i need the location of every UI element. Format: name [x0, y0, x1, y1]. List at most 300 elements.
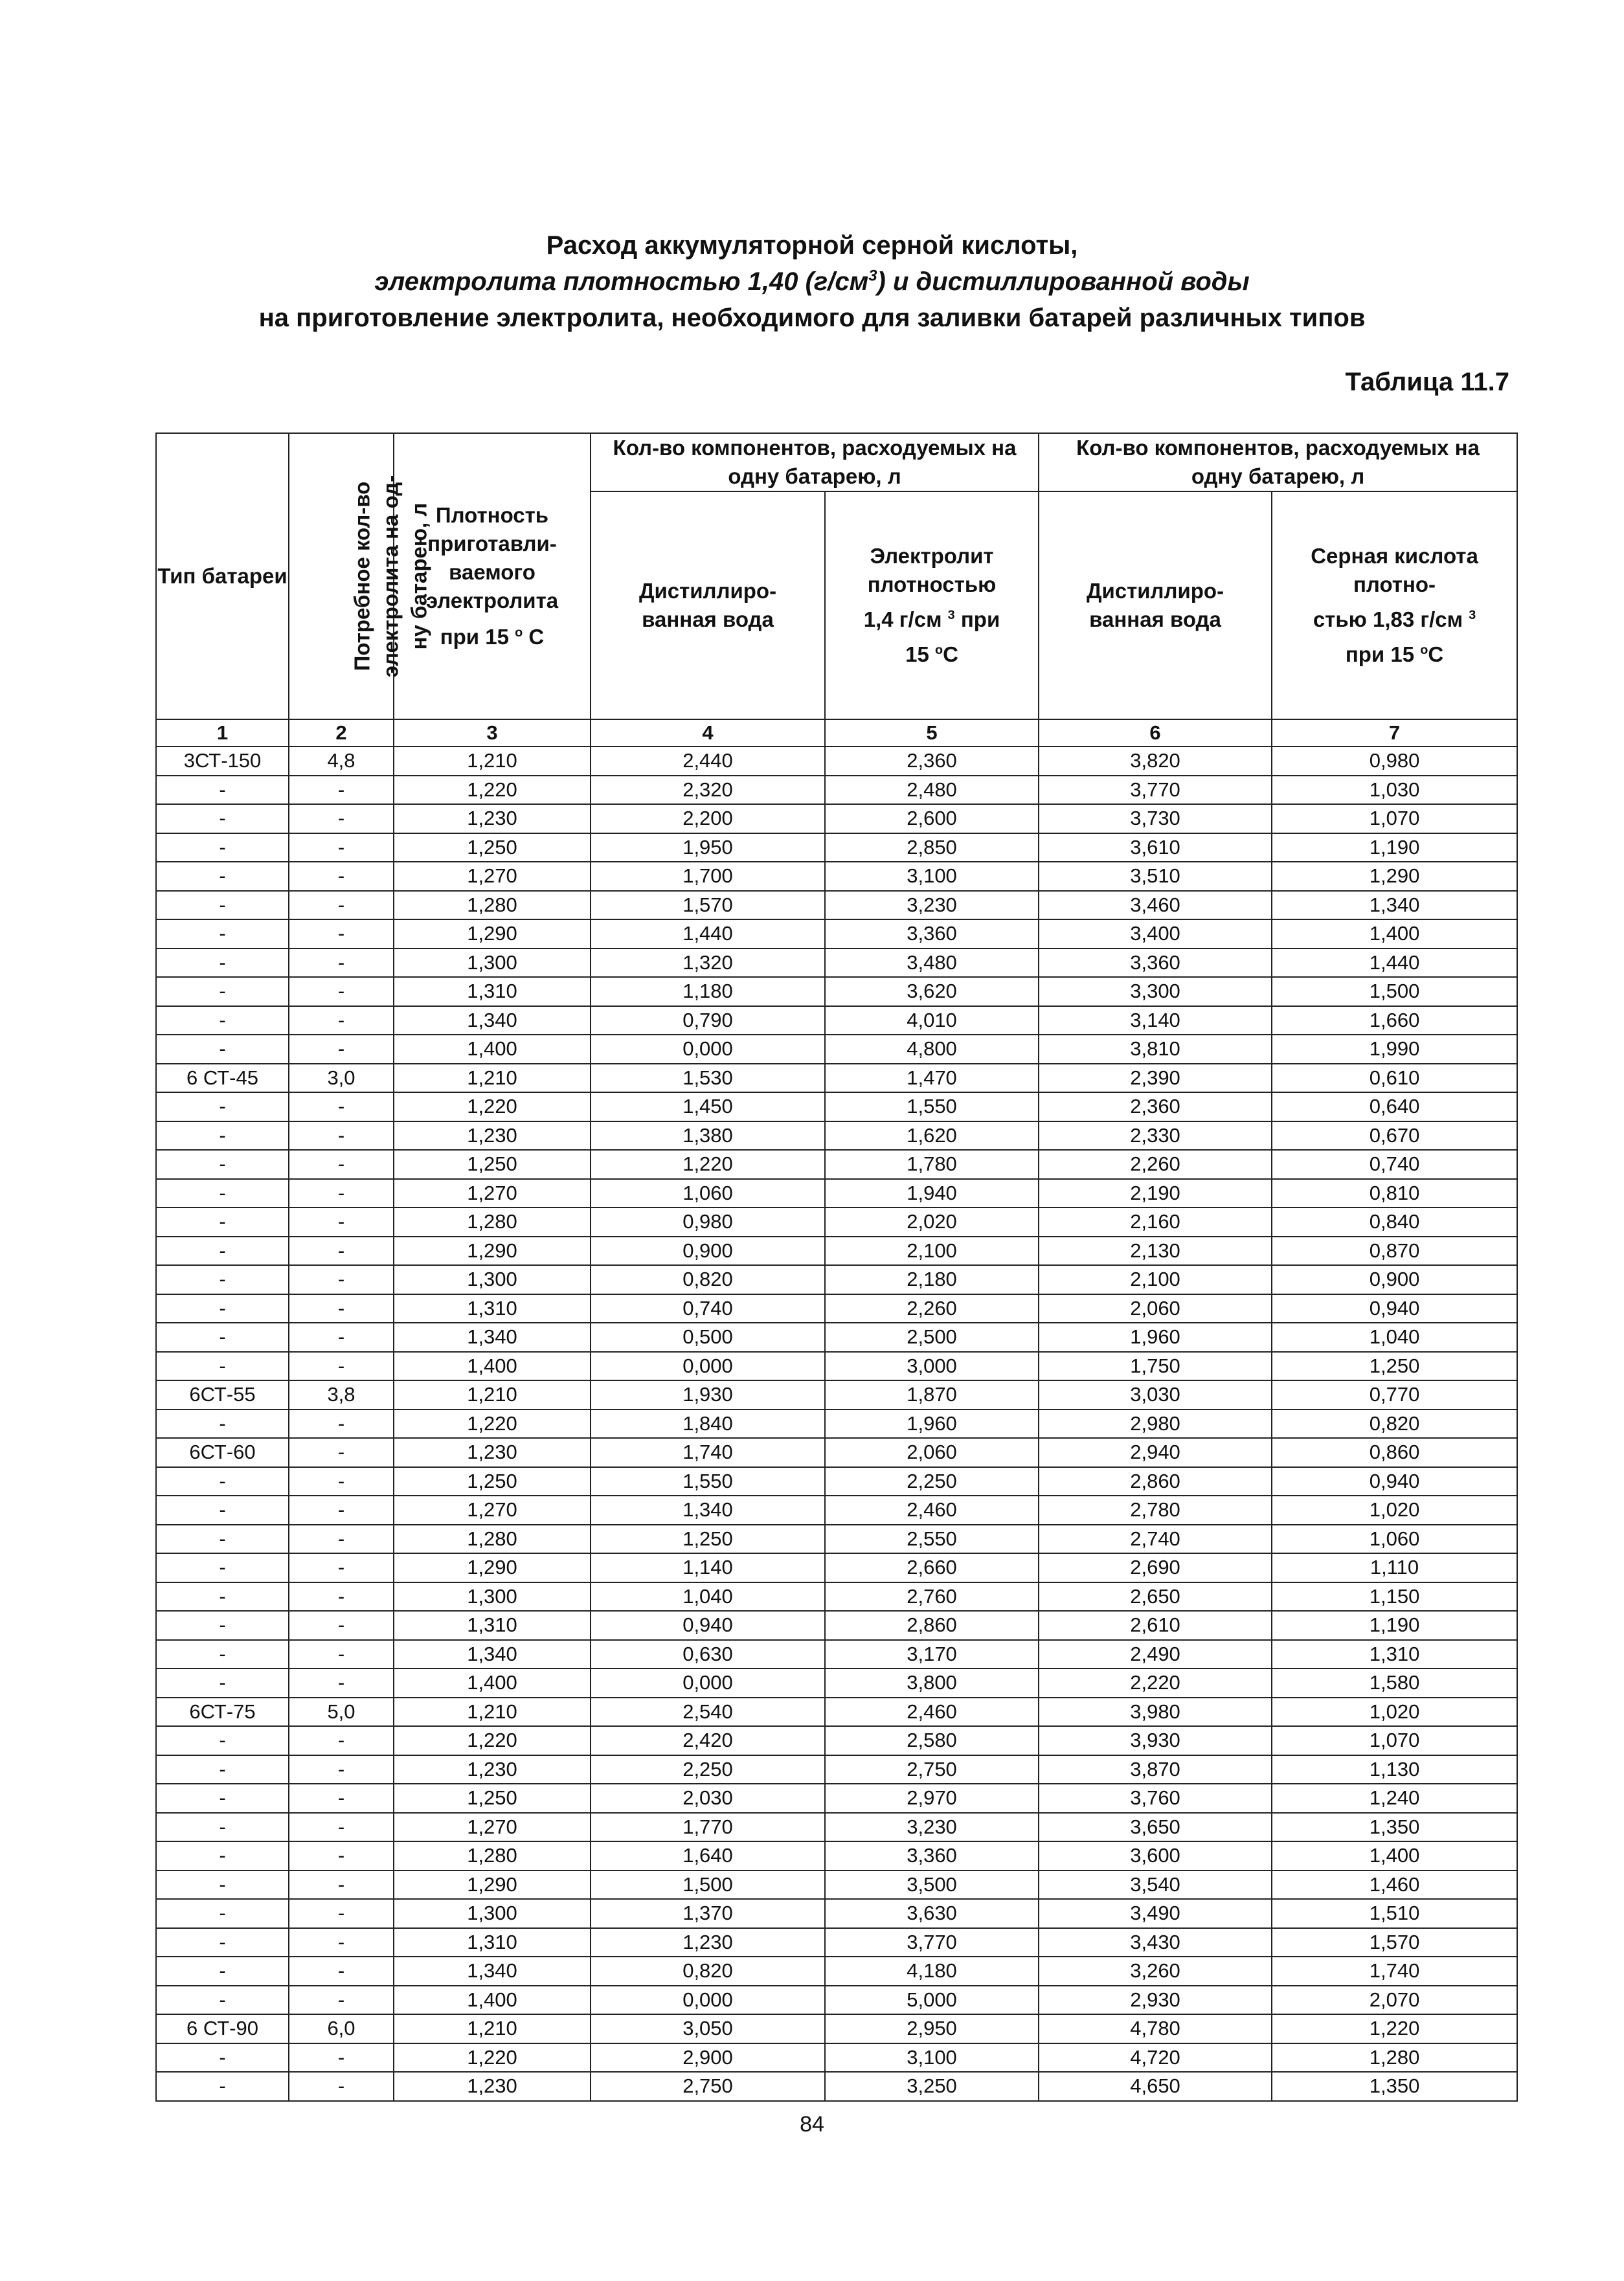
electrolyte-cell: 2,950: [825, 2014, 1039, 2043]
table-row: [156, 1323, 1517, 1352]
sulfuric-acid-cell: 1,070: [1272, 1726, 1517, 1755]
electrolyte-cell: 2,460: [825, 1496, 1039, 1525]
distilled-water-2-cell: 3,770: [1039, 776, 1272, 805]
header-col3-unit: С: [528, 625, 545, 649]
electrolyte-cell: 3,000: [825, 1352, 1039, 1381]
sulfuric-acid-cell: 0,870: [1272, 1237, 1517, 1266]
table-row: [156, 1121, 1517, 1151]
electrolyte-cell: 1,470: [825, 1064, 1039, 1093]
header-electrolyte-1-4: [825, 491, 1039, 719]
distilled-water-cell: 2,030: [591, 1784, 825, 1813]
table-row: [156, 1784, 1517, 1813]
distilled-water-cell: 0,900: [591, 1237, 825, 1266]
distilled-water-cell: 0,820: [591, 1957, 825, 1986]
electrolyte-cell: 3,800: [825, 1669, 1039, 1698]
distilled-water-cell: 2,440: [591, 747, 825, 776]
battery-type-cell: 6СТ-60: [156, 1438, 289, 1467]
title-line-2-sup: 3: [868, 267, 877, 285]
electrolyte-cell: 3,250: [825, 2072, 1039, 2101]
battery-type-cell: -: [156, 1410, 289, 1439]
electrolyte-cell: 2,260: [825, 1294, 1039, 1323]
battery-type-cell: -: [156, 1092, 289, 1121]
density-cell: 1,220: [394, 2043, 591, 2073]
table-row: [156, 1035, 1517, 1064]
density-cell: 1,290: [394, 919, 591, 949]
electrolyte-volume-cell: -: [289, 1294, 394, 1323]
density-cell: 1,290: [394, 1237, 591, 1266]
sulfuric-acid-cell: 1,400: [1272, 919, 1517, 949]
density-cell: 1,340: [394, 1957, 591, 1986]
distilled-water-2-cell: 3,730: [1039, 804, 1272, 833]
distilled-water-cell: 2,750: [591, 2072, 825, 2101]
distilled-water-2-cell: 3,300: [1039, 977, 1272, 1006]
electrolyte-volume-cell: -: [289, 1611, 394, 1640]
electrolyte-cell: 1,550: [825, 1092, 1039, 1121]
distilled-water-2-cell: 2,330: [1039, 1121, 1272, 1151]
battery-type-cell: -: [156, 776, 289, 805]
battery-type-cell: -: [156, 1726, 289, 1755]
density-cell: 1,270: [394, 1813, 591, 1842]
electrolyte-cell: 4,800: [825, 1035, 1039, 1064]
distilled-water-2-cell: 2,490: [1039, 1640, 1272, 1669]
electrolyte-volume-cell: -: [289, 1928, 394, 1957]
header-col7-line-2: [1272, 605, 1517, 634]
table-row: [156, 1410, 1517, 1439]
table-row: [156, 2043, 1517, 2073]
density-cell: 1,340: [394, 1006, 591, 1035]
table-body: [156, 747, 1517, 2101]
electrolyte-cell: 1,620: [825, 1121, 1039, 1151]
distilled-water-2-cell: 2,190: [1039, 1179, 1272, 1208]
electrolyte-volume-cell: -: [289, 1265, 394, 1294]
table-label: Таблица 11.7: [1345, 368, 1509, 396]
distilled-water-cell: 1,770: [591, 1813, 825, 1842]
electrolyte-volume-cell: -: [289, 1237, 394, 1266]
electrolyte-cell: 3,630: [825, 1899, 1039, 1928]
sulfuric-acid-cell: 1,020: [1272, 1698, 1517, 1727]
distilled-water-2-cell: 3,490: [1039, 1899, 1272, 1928]
density-cell: 1,220: [394, 1092, 591, 1121]
electrolyte-cell: 1,780: [825, 1150, 1039, 1179]
electrolyte-volume-cell: -: [289, 1669, 394, 1698]
header-col3-deg: o: [515, 625, 523, 640]
density-cell: 1,310: [394, 1294, 591, 1323]
sulfuric-acid-cell: 1,350: [1272, 1813, 1517, 1842]
distilled-water-2-cell: 2,610: [1039, 1611, 1272, 1640]
density-cell: 1,250: [394, 1150, 591, 1179]
sulfuric-acid-cell: 1,990: [1272, 1035, 1517, 1064]
header-col5-line-2-sup: 3: [947, 608, 955, 622]
table-row: [156, 1669, 1517, 1698]
sulfuric-acid-cell: 0,940: [1272, 1294, 1517, 1323]
distilled-water-cell: 1,230: [591, 1928, 825, 1957]
sulfuric-acid-cell: 1,240: [1272, 1784, 1517, 1813]
battery-type-cell: -: [156, 1208, 289, 1237]
column-number: 5: [825, 719, 1039, 747]
battery-type-cell: -: [156, 1871, 289, 1900]
density-cell: 1,210: [394, 1698, 591, 1727]
battery-type-cell: -: [156, 977, 289, 1006]
electrolyte-cell: 2,750: [825, 1755, 1039, 1784]
distilled-water-2-cell: 3,360: [1039, 949, 1272, 978]
electrolyte-cell: 2,020: [825, 1208, 1039, 1237]
electrolyte-cell: 2,460: [825, 1698, 1039, 1727]
battery-type-cell: 6 СТ-45: [156, 1064, 289, 1093]
electrolyte-cell: 1,960: [825, 1410, 1039, 1439]
distilled-water-cell: 1,930: [591, 1380, 825, 1410]
table-row: [156, 1698, 1517, 1727]
electrolyte-cell: 2,060: [825, 1438, 1039, 1467]
table-row: [156, 1525, 1517, 1554]
density-cell: 1,300: [394, 1265, 591, 1294]
electrolyte-volume-cell: -: [289, 833, 394, 862]
header-col5-line-3-end: С: [943, 642, 958, 666]
electrolyte-cell: 3,100: [825, 862, 1039, 891]
electrolyte-volume-cell: -: [289, 1150, 394, 1179]
table-row: [156, 1294, 1517, 1323]
electrolyte-volume-cell: -: [289, 1179, 394, 1208]
sulfuric-acid-cell: 1,290: [1272, 862, 1517, 891]
distilled-water-2-cell: 2,690: [1039, 1553, 1272, 1582]
sulfuric-acid-cell: 1,190: [1272, 1611, 1517, 1640]
density-cell: 1,300: [394, 1899, 591, 1928]
density-cell: 1,250: [394, 1467, 591, 1496]
density-cell: 1,340: [394, 1640, 591, 1669]
sulfuric-acid-cell: 1,020: [1272, 1496, 1517, 1525]
distilled-water-cell: 0,790: [591, 1006, 825, 1035]
battery-type-cell: -: [156, 891, 289, 920]
sulfuric-acid-cell: 1,190: [1272, 833, 1517, 862]
battery-type-cell: -: [156, 862, 289, 891]
battery-type-cell: -: [156, 1611, 289, 1640]
distilled-water-2-cell: 2,360: [1039, 1092, 1272, 1121]
distilled-water-2-cell: 3,400: [1039, 919, 1272, 949]
density-cell: 1,220: [394, 1410, 591, 1439]
distilled-water-cell: 1,500: [591, 1871, 825, 1900]
distilled-water-2-cell: 3,610: [1039, 833, 1272, 862]
column-number: 4: [591, 719, 825, 747]
electrolyte-cell: 2,860: [825, 1611, 1039, 1640]
electrolyte-volume-cell: 5,0: [289, 1698, 394, 1727]
column-number: 3: [394, 719, 591, 747]
sulfuric-acid-cell: 0,810: [1272, 1179, 1517, 1208]
density-cell: 1,250: [394, 1784, 591, 1813]
header-col5-line-2-end: при: [960, 607, 1000, 631]
battery-type-cell: -: [156, 1841, 289, 1871]
density-cell: 1,220: [394, 776, 591, 805]
electrolyte-volume-cell: -: [289, 2043, 394, 2073]
header-col7-line-2-sup: 3: [1469, 608, 1476, 622]
distilled-water-2-cell: 1,750: [1039, 1352, 1272, 1381]
distilled-water-cell: 1,320: [591, 949, 825, 978]
electrolyte-cell: 3,230: [825, 891, 1039, 920]
table-row: [156, 1265, 1517, 1294]
density-cell: 1,270: [394, 1179, 591, 1208]
electrolyte-volume-cell: -: [289, 919, 394, 949]
table-row: [156, 1006, 1517, 1035]
distilled-water-cell: 2,320: [591, 776, 825, 805]
sulfuric-acid-cell: 0,860: [1272, 1438, 1517, 1467]
table-row: [156, 977, 1517, 1006]
battery-type-cell: -: [156, 1928, 289, 1957]
sulfuric-acid-cell: 1,280: [1272, 2043, 1517, 2073]
distilled-water-2-cell: 2,650: [1039, 1582, 1272, 1612]
density-cell: 1,310: [394, 977, 591, 1006]
table-row: [156, 1352, 1517, 1381]
distilled-water-2-cell: 3,980: [1039, 1698, 1272, 1727]
battery-type-cell: -: [156, 1179, 289, 1208]
density-cell: 1,290: [394, 1553, 591, 1582]
battery-type-cell: -: [156, 1150, 289, 1179]
table-row: [156, 833, 1517, 862]
sulfuric-acid-cell: 1,310: [1272, 1640, 1517, 1669]
title-line-2: [0, 264, 1624, 299]
distilled-water-2-cell: 3,760: [1039, 1784, 1272, 1813]
battery-type-cell: -: [156, 1986, 289, 2015]
sulfuric-acid-cell: 1,220: [1272, 2014, 1517, 2043]
electrolyte-volume-cell: -: [289, 1640, 394, 1669]
density-cell: 1,400: [394, 1669, 591, 1698]
sulfuric-acid-cell: 1,350: [1272, 2072, 1517, 2101]
density-cell: 1,400: [394, 1352, 591, 1381]
electrolyte-cell: 4,010: [825, 1006, 1039, 1035]
battery-type-cell: -: [156, 1035, 289, 1064]
electrolyte-volume-cell: -: [289, 1323, 394, 1352]
electrolyte-cell: 3,170: [825, 1640, 1039, 1669]
density-cell: 1,230: [394, 804, 591, 833]
electrolyte-volume-cell: -: [289, 804, 394, 833]
density-cell: 1,310: [394, 1611, 591, 1640]
density-cell: 1,230: [394, 1755, 591, 1784]
distilled-water-cell: 0,980: [591, 1208, 825, 1237]
title-line-3: на приготовление электролита, необходимого для заливки батарей различных типов: [258, 304, 1366, 332]
density-cell: 1,310: [394, 1928, 591, 1957]
density-cell: 1,400: [394, 1035, 591, 1064]
electrolyte-volume-cell: 4,8: [289, 747, 394, 776]
electrolyte-volume-cell: -: [289, 1352, 394, 1381]
density-cell: 1,210: [394, 2014, 591, 2043]
distilled-water-cell: 1,450: [591, 1092, 825, 1121]
table-row: [156, 776, 1517, 805]
header-col5-line-3-text: 15: [905, 642, 929, 666]
electrolyte-cell: 2,600: [825, 804, 1039, 833]
table-row: [156, 1957, 1517, 1986]
distilled-water-cell: 2,420: [591, 1726, 825, 1755]
sulfuric-acid-cell: 1,460: [1272, 1871, 1517, 1900]
electrolyte-cell: 2,100: [825, 1237, 1039, 1266]
distilled-water-2-cell: 3,870: [1039, 1755, 1272, 1784]
battery-type-cell: -: [156, 804, 289, 833]
distilled-water-2-cell: 2,130: [1039, 1237, 1272, 1266]
sulfuric-acid-cell: 1,660: [1272, 1006, 1517, 1035]
distilled-water-2-cell: 3,820: [1039, 747, 1272, 776]
distilled-water-2-cell: 3,260: [1039, 1957, 1272, 1986]
distilled-water-cell: 1,570: [591, 891, 825, 920]
electrolyte-volume-cell: -: [289, 1755, 394, 1784]
battery-type-cell: -: [156, 1899, 289, 1928]
sulfuric-acid-cell: 0,640: [1272, 1092, 1517, 1121]
title-line-2-end: ) и дистиллированной воды: [877, 267, 1250, 296]
distilled-water-cell: 1,740: [591, 1438, 825, 1467]
column-number-row: [156, 719, 1517, 747]
density-cell: 1,400: [394, 1986, 591, 2015]
sulfuric-acid-cell: 0,980: [1272, 747, 1517, 776]
sulfuric-acid-cell: 0,740: [1272, 1150, 1517, 1179]
distilled-water-2-cell: 3,540: [1039, 1871, 1272, 1900]
distilled-water-cell: 1,250: [591, 1525, 825, 1554]
sulfuric-acid-cell: 1,510: [1272, 1899, 1517, 1928]
battery-type-cell: -: [156, 2072, 289, 2101]
sulfuric-acid-cell: 1,340: [1272, 891, 1517, 920]
header-distilled-water-1: Дистиллиро-ванная вода: [591, 491, 825, 719]
distilled-water-2-cell: 3,430: [1039, 1928, 1272, 1957]
table-row: [156, 891, 1517, 920]
distilled-water-2-cell: 4,780: [1039, 2014, 1272, 2043]
table-row: [156, 1237, 1517, 1266]
header-col2-line-3: ну батарею, л: [407, 502, 431, 650]
distilled-water-cell: 1,640: [591, 1841, 825, 1871]
distilled-water-cell: 1,840: [591, 1410, 825, 1439]
distilled-water-cell: 2,540: [591, 1698, 825, 1727]
sulfuric-acid-cell: 0,940: [1272, 1467, 1517, 1496]
sulfuric-acid-cell: 1,570: [1272, 1928, 1517, 1957]
electrolyte-cell: 2,970: [825, 1784, 1039, 1813]
battery-type-cell: -: [156, 919, 289, 949]
electrolyte-volume-cell: -: [289, 1784, 394, 1813]
distilled-water-cell: 0,740: [591, 1294, 825, 1323]
electrolyte-volume-cell: -: [289, 891, 394, 920]
header-col7-line-3-deg: o: [1420, 643, 1428, 657]
column-number: 7: [1272, 719, 1517, 747]
electrolyte-cell: 2,360: [825, 747, 1039, 776]
density-cell: 1,300: [394, 949, 591, 978]
header-col2-line-1: Потребное кол-во: [350, 481, 374, 671]
table-row: [156, 1553, 1517, 1582]
header-col7-line-3-end: С: [1428, 642, 1444, 666]
distilled-water-cell: 1,060: [591, 1179, 825, 1208]
electrolyte-volume-cell: -: [289, 1553, 394, 1582]
distilled-water-2-cell: 3,510: [1039, 862, 1272, 891]
table-row: [156, 1755, 1517, 1784]
electrolyte-cell: 3,480: [825, 949, 1039, 978]
table-row: [156, 1496, 1517, 1525]
distilled-water-cell: 1,550: [591, 1467, 825, 1496]
distilled-water-2-cell: 3,810: [1039, 1035, 1272, 1064]
table-row: [156, 949, 1517, 978]
battery-type-cell: -: [156, 1265, 289, 1294]
density-cell: 1,230: [394, 1121, 591, 1151]
battery-type-cell: -: [156, 833, 289, 862]
density-cell: 1,270: [394, 862, 591, 891]
sulfuric-acid-cell: 0,670: [1272, 1121, 1517, 1151]
table-row: [156, 1208, 1517, 1237]
distilled-water-2-cell: 2,060: [1039, 1294, 1272, 1323]
electrolyte-volume-cell: -: [289, 1208, 394, 1237]
distilled-water-cell: 1,180: [591, 977, 825, 1006]
sulfuric-acid-cell: 1,030: [1272, 776, 1517, 805]
distilled-water-2-cell: 2,220: [1039, 1669, 1272, 1698]
battery-type-cell: -: [156, 1813, 289, 1842]
electrolyte-volume-cell: -: [289, 1871, 394, 1900]
electrolyte-volume-cell: -: [289, 1899, 394, 1928]
battery-type-cell: 3СТ-150: [156, 747, 289, 776]
table-row: [156, 1150, 1517, 1179]
sulfuric-acid-cell: 0,770: [1272, 1380, 1517, 1410]
header-distilled-water-2: Дистиллиро-ванная вода: [1039, 491, 1272, 719]
electrolyte-volume-cell: -: [289, 1957, 394, 1986]
density-cell: 1,230: [394, 1438, 591, 1467]
sulfuric-acid-cell: 0,840: [1272, 1208, 1517, 1237]
battery-type-cell: 6 СТ-90: [156, 2014, 289, 2043]
sulfuric-acid-cell: 1,740: [1272, 1957, 1517, 1986]
electrolyte-volume-cell: 3,0: [289, 1064, 394, 1093]
table-row: [156, 862, 1517, 891]
distilled-water-2-cell: 2,940: [1039, 1438, 1272, 1467]
electrolyte-cell: 1,940: [825, 1179, 1039, 1208]
battery-type-cell: -: [156, 1669, 289, 1698]
battery-type-cell: -: [156, 1294, 289, 1323]
header-electrolyte-volume: [289, 433, 431, 719]
header-col3-temp-text: при 15: [440, 625, 509, 649]
distilled-water-2-cell: 2,740: [1039, 1525, 1272, 1554]
distilled-water-2-cell: 2,100: [1039, 1265, 1272, 1294]
electrolyte-volume-cell: -: [289, 1006, 394, 1035]
distilled-water-2-cell: 3,650: [1039, 1813, 1272, 1842]
distilled-water-cell: 1,370: [591, 1899, 825, 1928]
electrolyte-cell: 2,580: [825, 1726, 1039, 1755]
distilled-water-2-cell: 2,160: [1039, 1208, 1272, 1237]
battery-type-cell: -: [156, 1755, 289, 1784]
battery-type-cell: -: [156, 1323, 289, 1352]
distilled-water-2-cell: 3,600: [1039, 1841, 1272, 1871]
electrolyte-volume-cell: -: [289, 1496, 394, 1525]
electrolyte-cell: 3,620: [825, 977, 1039, 1006]
distilled-water-cell: 0,000: [591, 1669, 825, 1698]
header-col5-line-1: Электролит плотностью: [867, 544, 997, 596]
density-cell: 1,280: [394, 891, 591, 920]
electrolyte-volume-cell: -: [289, 862, 394, 891]
column-number: 2: [289, 719, 394, 747]
electrolyte-volume-cell: -: [289, 1438, 394, 1467]
density-cell: 1,250: [394, 833, 591, 862]
distilled-water-2-cell: 2,260: [1039, 1150, 1272, 1179]
distilled-water-2-cell: 3,930: [1039, 1726, 1272, 1755]
distilled-water-2-cell: 2,780: [1039, 1496, 1272, 1525]
battery-type-cell: -: [156, 1957, 289, 1986]
sulfuric-acid-cell: 1,070: [1272, 804, 1517, 833]
electrolyte-cell: 3,360: [825, 919, 1039, 949]
page-number: 84: [800, 2112, 824, 2137]
electrolyte-cell: 4,180: [825, 1957, 1039, 1986]
battery-type-cell: -: [156, 1553, 289, 1582]
distilled-water-cell: 1,950: [591, 833, 825, 862]
electrolyte-cell: 1,870: [825, 1380, 1039, 1410]
distilled-water-cell: 1,140: [591, 1553, 825, 1582]
distilled-water-cell: 0,820: [591, 1265, 825, 1294]
header-electrolyte-volume-rotated: [348, 475, 433, 678]
density-cell: 1,210: [394, 1380, 591, 1410]
density-cell: 1,230: [394, 2072, 591, 2101]
sulfuric-acid-cell: 1,440: [1272, 949, 1517, 978]
battery-type-cell: -: [156, 1121, 289, 1151]
battery-type-cell: -: [156, 949, 289, 978]
electrolyte-volume-cell: -: [289, 1121, 394, 1151]
sulfuric-acid-cell: 1,040: [1272, 1323, 1517, 1352]
table-row: [156, 747, 1517, 776]
distilled-water-cell: 1,530: [591, 1064, 825, 1093]
sulfuric-acid-cell: 1,500: [1272, 977, 1517, 1006]
distilled-water-2-cell: 3,030: [1039, 1380, 1272, 1410]
